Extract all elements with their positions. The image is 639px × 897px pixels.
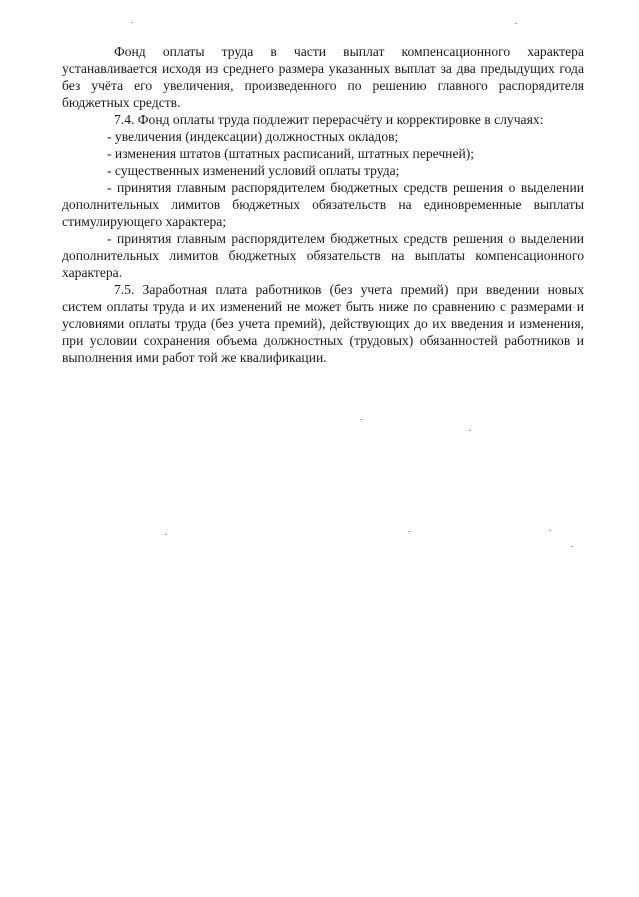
scan-speck xyxy=(515,23,517,24)
scan-speck xyxy=(488,246,490,247)
list-item-pay-conditions: - существенных изменений условий оплаты труда; xyxy=(107,163,400,178)
list-item-incentive-limits: - принятия главным распорядителем бюджетных средств решения о выделении дополнительных лимитов бюджетных обязательств на единовременные выплаты стимулирующего характера; xyxy=(62,180,584,229)
list-item-staff-changes: - изменения штатов (штатных расписаний, штатных перечней); xyxy=(107,146,475,161)
paragraph-7-4: 7.4. Фонд оплаты труда подлежит перерасчёту и корректировке в случаях: xyxy=(114,112,544,127)
scan-speck xyxy=(571,546,573,547)
scan-speck xyxy=(360,419,362,420)
paragraph-7-5: 7.5. Заработная плата работников (без учета премий) при введении новых систем оплаты труда и их изменений не может быть ниже по сравнению с размерами и условиями оплаты труда (без учета премий), действующих до их введения и изменения, при условии сохранения объема должностных (трудовых) обязанностей работников и выполнения ими работ той же квалификации. xyxy=(62,282,584,365)
scan-speck xyxy=(165,534,167,535)
scan-speck xyxy=(469,430,471,431)
scan-speck xyxy=(131,22,133,23)
paragraph-wage-fund-compensation: Фонд оплаты труда в части выплат компенсационного характера устанавливается исходя из среднего размера указанных выплат за два предыдущих года без учёта его увеличения, произведенного по решению главного распорядителя бюджетных средств. xyxy=(62,44,584,110)
list-item-compensation-limits: - принятия главным распорядителем бюджетных средств решения о выделении дополнительных лимитов бюджетных обязательств на выплаты компенсационного характера. xyxy=(62,231,584,280)
scan-speck xyxy=(408,531,410,532)
scan-speck xyxy=(549,530,551,531)
list-item-indexation: - увеличения (индексации) должностных окладов; xyxy=(107,129,399,144)
document-body xyxy=(62,43,584,366)
